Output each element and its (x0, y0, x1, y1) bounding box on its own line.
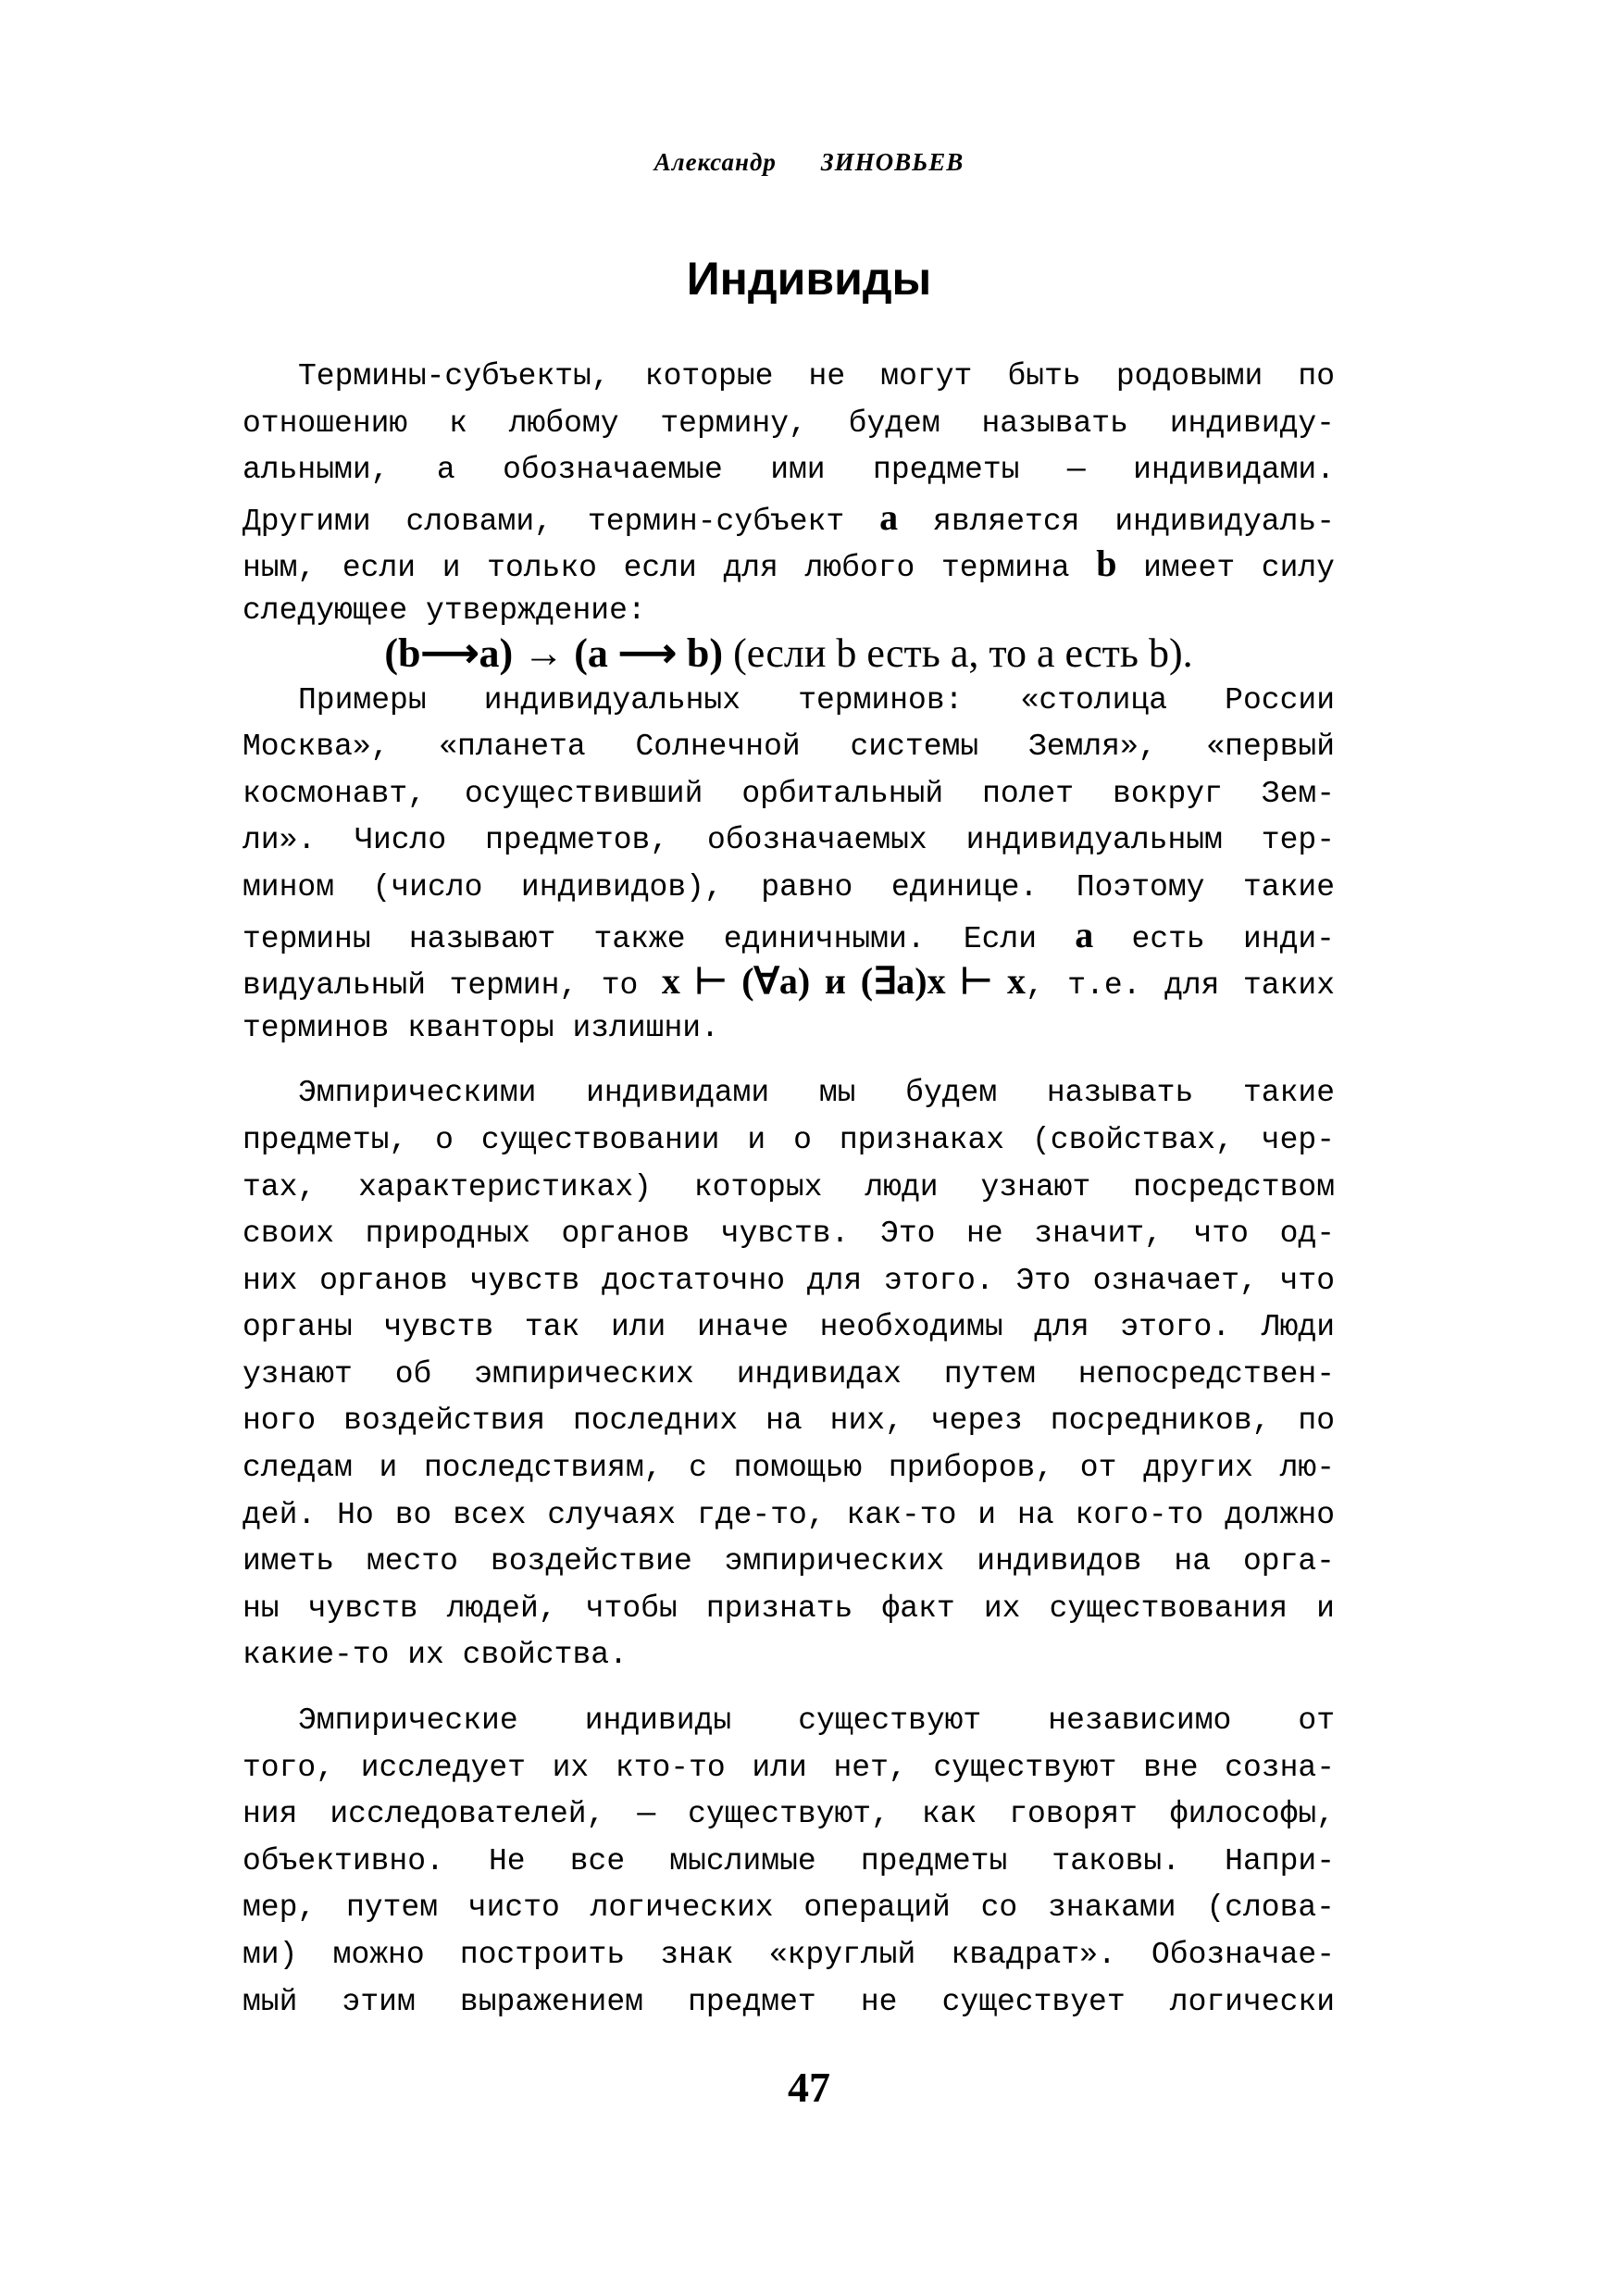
paragraph-2 (243, 678, 1335, 1053)
text-line: органы чувств так или иначе необходимы для этого. Люди (243, 1310, 1335, 1345)
quantifier-formula: x ⊢ (∀a) и (∃a)x ⊢ x (661, 960, 1026, 1003)
running-header (0, 148, 1618, 177)
chapter-title: Индивиды (686, 253, 932, 305)
text-line: того, исследует их кто-то или нет, существуют вне созна- (243, 1750, 1335, 1785)
formula-expression: (b⟶a) → (a ⟶ b) (384, 630, 724, 676)
text-line: мый этим выражением предмет не существует логически (243, 1984, 1335, 2019)
text-line: ны чувств людей, чтобы признать факт их существования и (243, 1591, 1335, 1626)
text-line: ного воздействия последних на них, через посредников, по (243, 1404, 1335, 1439)
text-line: предметы, о существовании и о признаках (свойствах, чер- (243, 1122, 1335, 1157)
text-fragment: видуальный термин, то (243, 968, 639, 1004)
paragraph-1 (243, 354, 1335, 635)
text-line (243, 541, 1335, 588)
term-symbol-a: a (879, 495, 899, 538)
text-line: ли». Число предметов, обозначаемых индивидуальным тер- (243, 823, 1335, 858)
text-fragment: термины называют также единичными. Если (243, 921, 1038, 956)
text-line: Примеры индивидуальных терминов: «столица России (298, 682, 1335, 718)
text-line: Москва», «планета Солнечной системы Земля», «первый (243, 730, 1335, 765)
text-line: узнают об эмпирических индивидах путем непосредствен- (243, 1356, 1335, 1391)
text-fragment: , т.е. для таких (1025, 968, 1336, 1004)
text-line: мер, путем чисто логических операций со знаками (слова- (243, 1890, 1335, 1926)
text-line: мином (число индивидов), равно единице. Поэтому такие (243, 869, 1335, 905)
body-text (243, 354, 1335, 2026)
text-line: тах, характеристиках) которых люди узнают посредством (243, 1169, 1335, 1204)
author-first-name: Александр (653, 148, 777, 176)
text-fragment: Другими словами, термин-субъект (243, 504, 845, 539)
text-line: своих природных органов чувств. Это не значит, что од- (243, 1217, 1335, 1252)
text-line: Эмпирические индивиды существуют независимо от (298, 1703, 1335, 1739)
text-line: дей. Но во всех случаях где-то, как-то и на кого-то должно (243, 1497, 1335, 1532)
text-fragment: имеет силу (1143, 551, 1335, 586)
text-line (243, 494, 1335, 542)
formula-gloss: (если b есть a, то a есть b). (733, 630, 1193, 676)
text-line: космонавт, осуществивший орбитальный полет вокруг Зем- (243, 776, 1335, 811)
text-line: иметь место воздействие эмпирических индивидов на орга- (243, 1544, 1335, 1579)
text-line: следующее утверждение: (243, 593, 646, 628)
text-line: ния исследователей, — существуют, как говорят философы, (243, 1797, 1335, 1832)
text-line: объективно. Не все мыслимые предметы таковы. Напри- (243, 1843, 1335, 1878)
page-number: 47 (788, 2064, 830, 2111)
text-fragment: является индивидуаль- (933, 504, 1336, 539)
paragraph-4 (243, 1698, 1335, 2026)
text-line: Термины-субъекты, которые не могут быть родовыми по (298, 359, 1335, 393)
text-fragment: ным, если и только если для любого термина (243, 551, 1070, 586)
text-line: ми) можно построить знак «круглый квадрат». Обозначае- (243, 1938, 1335, 1972)
text-line: Эмпирическими индивидами мы будем называть такие (298, 1076, 1335, 1111)
text-line (243, 958, 1335, 1005)
formula (243, 626, 1335, 681)
text-line: отношению к любому термину, будем называть индивиду- (243, 406, 1335, 441)
text-line: следам и последствиям, с помощью приборов, от других лю- (243, 1451, 1335, 1486)
text-line: какие-то их свойства. (243, 1638, 628, 1673)
paragraph-3 (243, 1070, 1335, 1679)
term-symbol-a: a (1075, 913, 1094, 955)
text-line: них органов чувств достаточно для этого. Это означает, что (243, 1263, 1335, 1298)
text-line: альными, а обозначаемые ими предметы — индивидами. (243, 453, 1335, 488)
text-fragment: есть инди- (1131, 921, 1335, 956)
text-line (243, 912, 1335, 959)
author-last-name: ЗИНОВЬЕВ (820, 148, 965, 176)
term-symbol-b: b (1096, 543, 1117, 585)
text-line: терминов кванторы излишни. (243, 1010, 719, 1045)
